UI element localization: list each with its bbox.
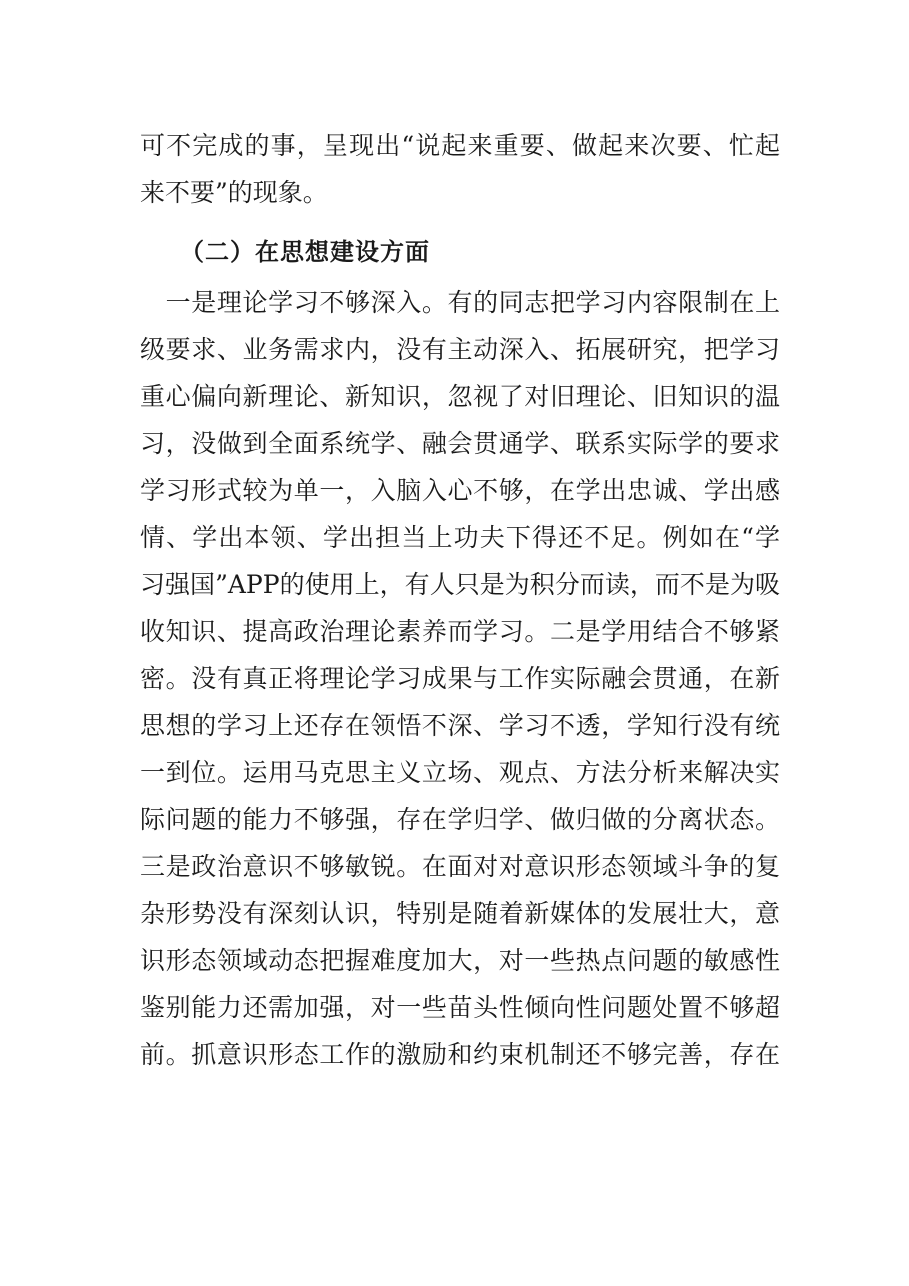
paragraph-line: 鉴别能力还需加强，对一些苗头性倾向性问题处置不够超 (140, 993, 780, 1022)
paragraph-line: 思想的学习上还存在领悟不深、学习不透，学知行没有统 (140, 711, 780, 740)
section-heading: （二）在思想建设方面 (180, 238, 430, 266)
paragraph-line: 可不完成的事，呈现出“说起来重要、做起来次要、忙起 (140, 131, 780, 160)
paragraph-line: 重心偏向新理论、新知识，忽视了对旧理论、旧知识的温 (140, 382, 780, 411)
paragraph-line: 学习形式较为单一，入脑入心不够，在学出忠诚、学出感 (140, 476, 780, 505)
paragraph-line: 际问题的能力不够强，存在学归学、做归做的分离状态。 (140, 805, 780, 834)
paragraph-line: 三是政治意识不够敏锐。在面对对意识形态领域斗争的复 (140, 852, 780, 881)
paragraph-line: 收知识、提高政治理论素养而学习。二是学用结合不够紧 (140, 617, 780, 646)
paragraph-line: 杂形势没有深刻认识，特别是随着新媒体的发展壮大，意 (140, 899, 780, 928)
paragraph-line: 密。没有真正将理论学习成果与工作实际融会贯通，在新 (140, 664, 780, 693)
paragraph-line: 前。抓意识形态工作的激励和约束机制还不够完善，存在 (140, 1040, 780, 1069)
paragraph-line: 一是理论学习不够深入。有的同志把学习内容限制在上 (140, 288, 780, 317)
paragraph-line: 习强国”APP的使用上，有人只是为积分而读，而不是为吸 (140, 570, 780, 599)
paragraph-line: 情、学出本领、学出担当上功夫下得还不足。例如在“学 (140, 523, 780, 552)
paragraph-line: 一到位。运用马克思主义立场、观点、方法分析来解决实 (140, 758, 780, 787)
paragraph-line: 识形态领域动态把握难度加大，对一些热点问题的敏感性 (140, 946, 780, 975)
paragraph-line: 级要求、业务需求内，没有主动深入、拓展研究，把学习 (140, 335, 780, 364)
paragraph-line: 来不要”的现象。 (140, 178, 328, 207)
paragraph-line: 习，没做到全面系统学、融会贯通学、联系实际学的要求 (140, 429, 780, 458)
